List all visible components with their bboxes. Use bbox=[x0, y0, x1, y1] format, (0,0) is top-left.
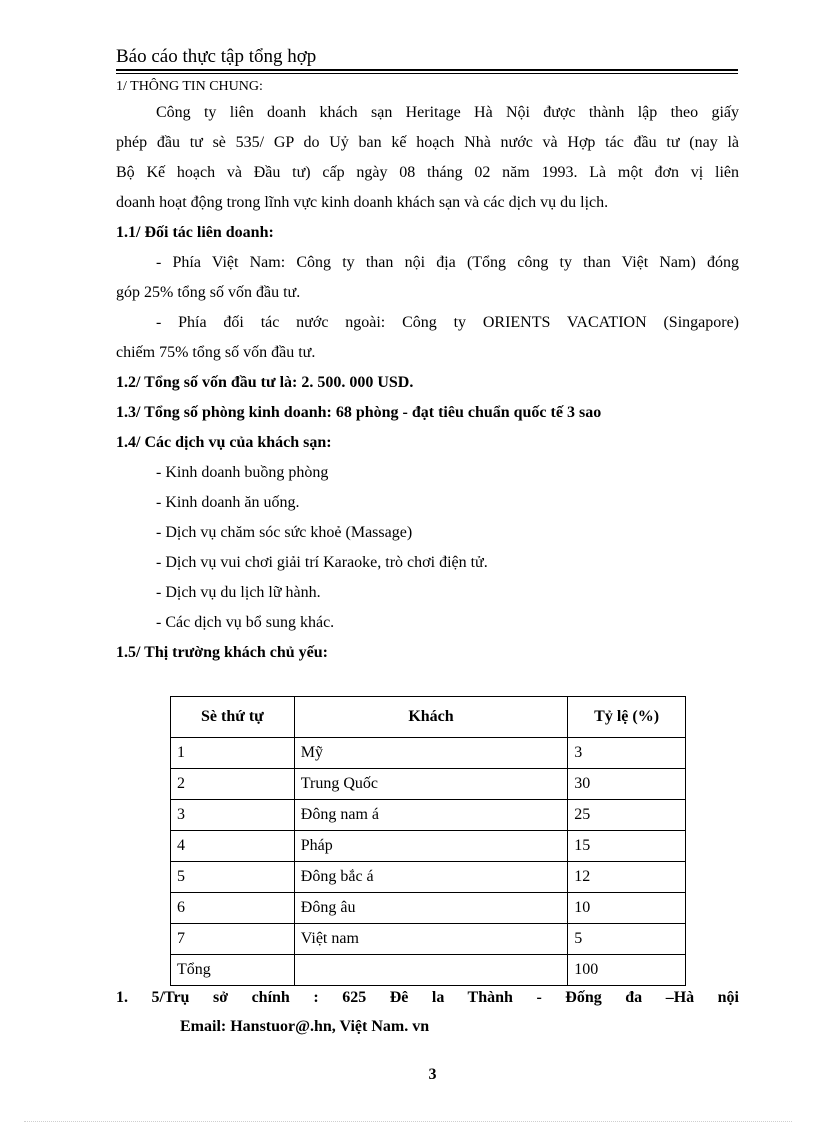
capital-heading: 1.2/ Tổng số vốn đầu tư là: 2. 500. 000 USD. bbox=[116, 374, 414, 391]
table-cell: Đông bắc á bbox=[294, 862, 567, 893]
services-heading: 1.4/ Các dịch vụ của khách sạn: bbox=[116, 434, 332, 451]
paragraph-line: phép đầu tư sè 535/ GP do Uỷ ban kế hoạch Nhà nước và Hợp tác đầu tư (nay là bbox=[116, 134, 739, 151]
table-cell: 10 bbox=[568, 893, 686, 924]
table-cell: 100 bbox=[568, 955, 686, 986]
column-header-order: Sè thứ tự bbox=[171, 697, 295, 738]
table-cell: 6 bbox=[171, 893, 295, 924]
table-cell: 25 bbox=[568, 800, 686, 831]
table-total-row bbox=[171, 955, 686, 986]
market-heading: 1.5/ Thị trường khách chủ yếu: bbox=[116, 644, 328, 661]
rooms-heading: 1.3/ Tổng số phòng kinh doanh: 68 phòng - đạt tiêu chuẩn quốc tế 3 sao bbox=[116, 404, 602, 421]
service-item: - Các dịch vụ bổ sung khác. bbox=[156, 614, 335, 631]
service-item: - Dịch vụ chăm sóc sức khoẻ (Massage) bbox=[156, 524, 413, 541]
table-row bbox=[171, 738, 686, 769]
table-header-row bbox=[171, 697, 686, 738]
paragraph-line: Công ty liên doanh khách sạn Heritage Hà Nội được thành lập theo giấy bbox=[156, 104, 739, 121]
column-header-ratio: Tỷ lệ (%) bbox=[568, 697, 686, 738]
document-body bbox=[116, 76, 739, 668]
paragraph-line: doanh hoạt động trong lĩnh vực kinh doanh khách sạn và các dịch vụ du lịch. bbox=[116, 194, 609, 211]
table-cell: 7 bbox=[171, 924, 295, 955]
service-item: - Kinh doanh ăn uống. bbox=[156, 494, 300, 511]
table-cell: 30 bbox=[568, 769, 686, 800]
table-cell: 5 bbox=[568, 924, 686, 955]
partner-vietnam-line: góp 25% tổng số vốn đầu tư. bbox=[116, 284, 301, 301]
table-row bbox=[171, 831, 686, 862]
column-header-customer: Khách bbox=[294, 697, 567, 738]
table-cell: Việt nam bbox=[294, 924, 567, 955]
table-row bbox=[171, 862, 686, 893]
table-cell: Trung Quốc bbox=[294, 769, 567, 800]
partner-foreign-line: chiếm 75% tổng số vốn đầu tư. bbox=[116, 344, 316, 361]
table-cell: 5 bbox=[171, 862, 295, 893]
table-cell bbox=[294, 955, 567, 986]
customer-market-table bbox=[170, 696, 686, 986]
header-rule bbox=[116, 69, 738, 71]
service-item: - Dịch vụ vui chơi giải trí Karaoke, trò chơi điện tử. bbox=[156, 554, 488, 571]
table-cell: 12 bbox=[568, 862, 686, 893]
table-cell: Mỹ bbox=[294, 738, 567, 769]
table-cell: 3 bbox=[171, 800, 295, 831]
table-cell: 3 bbox=[568, 738, 686, 769]
table-row bbox=[171, 893, 686, 924]
table-cell: 1 bbox=[171, 738, 295, 769]
intro-paragraph bbox=[116, 98, 739, 218]
partner-vietnam-line: - Phía Việt Nam: Công ty than nội địa (Tổng công ty than Việt Nam) đóng bbox=[156, 254, 739, 271]
service-item: - Kinh doanh buồng phòng bbox=[156, 464, 329, 481]
table-row bbox=[171, 769, 686, 800]
table-cell: Tổng bbox=[171, 955, 295, 986]
header-rule bbox=[116, 73, 738, 74]
section-heading-general-info: 1/ THÔNG TIN CHUNG: bbox=[116, 79, 263, 94]
headquarters-line: 1. 5/Trụ sở chính : 625 Đê la Thành - Đống đa –Hà nội bbox=[116, 989, 739, 1006]
page-bottom-edge bbox=[24, 1121, 792, 1122]
table-cell: Đông nam á bbox=[294, 800, 567, 831]
partners-heading: 1.1/ Đối tác liên doanh: bbox=[116, 224, 274, 241]
table-cell: 15 bbox=[568, 831, 686, 862]
table-cell: Pháp bbox=[294, 831, 567, 862]
service-item: - Dịch vụ du lịch lữ hành. bbox=[156, 584, 321, 601]
running-header: Báo cáo thực tập tổng hợp bbox=[116, 46, 317, 67]
table-cell: 2 bbox=[171, 769, 295, 800]
page-number: 3 bbox=[428, 1066, 437, 1083]
table-cell: Đông âu bbox=[294, 893, 567, 924]
paragraph-line: Bộ Kế hoạch và Đầu tư) cấp ngày 08 tháng 02 năm 1993. Là một đơn vị liên bbox=[116, 164, 739, 181]
table-cell: 4 bbox=[171, 831, 295, 862]
services-list bbox=[116, 458, 739, 638]
email-line: Email: Hanstuor@.hn, Việt Nam. vn bbox=[180, 1018, 430, 1035]
table-row bbox=[171, 800, 686, 831]
partner-foreign-line: - Phía đối tác nước ngoài: Công ty ORIENTS VACATION (Singapore) bbox=[156, 314, 739, 331]
table-row bbox=[171, 924, 686, 955]
